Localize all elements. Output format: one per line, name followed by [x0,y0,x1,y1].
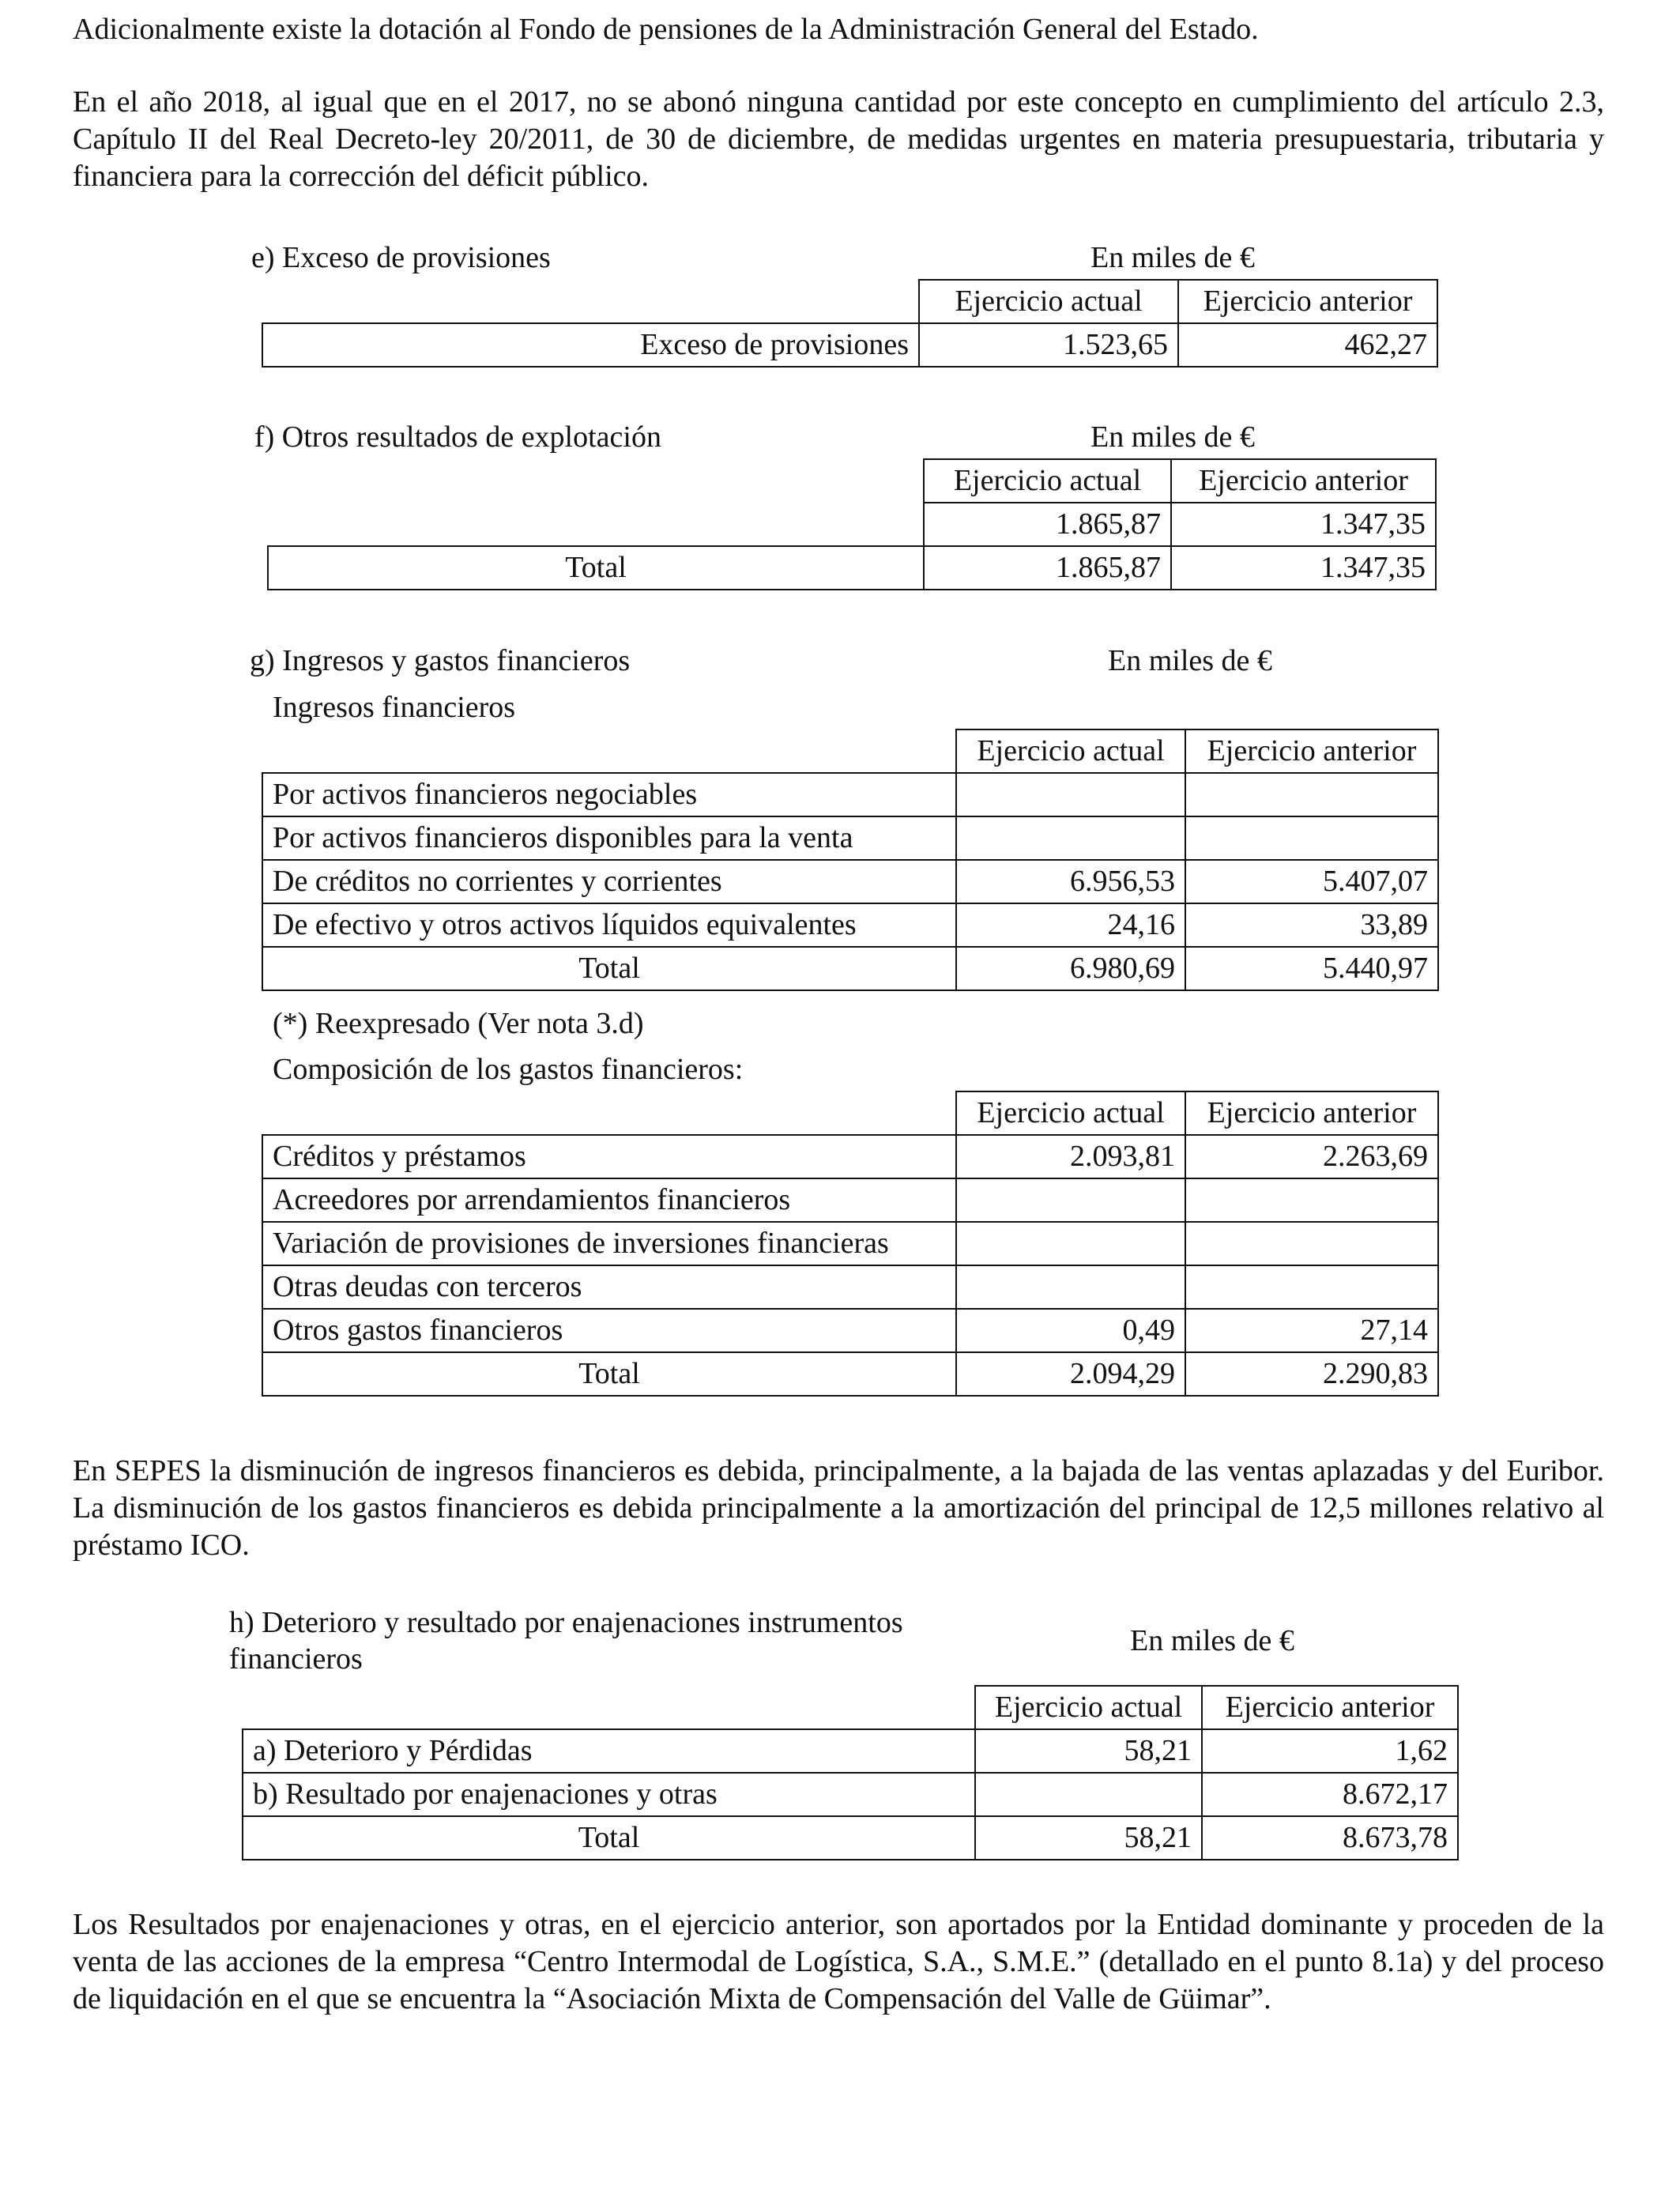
value-actual: 6.980,69 [956,947,1185,990]
section-h-title-line1: h) Deterioro y resultado por enajenaciones instrumentos [229,1606,903,1639]
table-row [243,1686,1458,1729]
value-anterior [1185,1265,1438,1309]
gastos-title: Composición de los gastos financieros: [273,1053,744,1086]
section-f-table [267,458,1437,590]
value-actual: 1.523,65 [919,323,1178,367]
col-header-actual: Ejercicio actual [956,1091,1185,1135]
value-anterior: 33,89 [1185,903,1438,947]
value-anterior [1185,773,1438,816]
value-anterior: 1.347,35 [1171,503,1436,546]
gastos-table [262,1091,1439,1397]
table-row [268,503,1436,546]
row-label: Acreedores por arrendamientos financieros [262,1178,956,1222]
row-label: De efectivo y otros activos líquidos equivalentes [262,903,956,947]
table-row [262,280,1437,323]
value-anterior: 1,62 [1202,1729,1458,1773]
final-paragraph: Los Resultados por enajenaciones y otras, en el ejercicio anterior, son aportados por la Entidad dominante y proceden de la venta de las acciones de la empresa “Centro Intermodal de Logística, S.A., S.M.E.” (detallado en el punto 8.1a) y del proceso de liquidación en el que se encuentra la “Asociación Mixta de Compensación del Valle de Güimar”. [73,1908,1604,2015]
col-header-actual: Ejercicio actual [919,280,1178,323]
table-row [262,816,1438,860]
value-actual: 1.865,87 [924,546,1171,590]
table-row [268,546,1436,590]
value-actual: 1.865,87 [924,503,1171,546]
value-anterior [1185,1178,1438,1222]
value-anterior: 8.672,17 [1202,1773,1458,1816]
section-h-units: En miles de € [1130,1624,1294,1657]
value-actual: 2.094,29 [956,1352,1185,1396]
row-label: b) Resultado por enajenaciones y otras [243,1773,975,1816]
table-row [243,1773,1458,1816]
table-row [262,903,1438,947]
col-header-actual: Ejercicio actual [975,1686,1202,1729]
intro-paragraph-2: En el año 2018, al igual que en el 2017, no se abonó ninguna cantidad por este concepto en cumplimiento del artículo 2.3, Capítulo II del Real Decreto-ley 20/2011, de 30 de diciembre, de medidas urgentes en materia presupuestaria, tributaria y financiera para la corrección del déficit público. [73,85,1604,193]
row-label: Otros gastos financieros [262,1309,956,1352]
col-header-anterior: Ejercicio anterior [1185,729,1438,773]
value-anterior: 2.263,69 [1185,1135,1438,1178]
table-row [262,1265,1438,1309]
row-label: De créditos no corrientes y corrientes [262,860,956,903]
row-label: Variación de provisiones de inversiones financieras [262,1222,956,1265]
table-row [262,1309,1438,1352]
value-anterior: 8.673,78 [1202,1816,1458,1860]
value-anterior: 5.407,07 [1185,860,1438,903]
section-g-units: En miles de € [1108,644,1272,677]
table-row [262,1222,1438,1265]
table-row [262,729,1438,773]
value-anterior: 2.290,83 [1185,1352,1438,1396]
col-header-anterior: Ejercicio anterior [1171,459,1436,503]
section-e-units: En miles de € [1090,241,1255,274]
value-actual: 0,49 [956,1309,1185,1352]
section-f-units: En miles de € [1090,420,1255,454]
value-actual: 58,21 [975,1816,1202,1860]
value-anterior: 1.347,35 [1171,546,1436,590]
value-anterior [1185,816,1438,860]
value-actual [975,1773,1202,1816]
value-actual [956,1178,1185,1222]
table-row [262,1352,1438,1396]
row-label-total: Total [243,1816,975,1860]
row-label: Por activos financieros negociables [262,773,956,816]
value-actual [956,1265,1185,1309]
row-label: a) Deterioro y Pérdidas [243,1729,975,1773]
section-e-table [262,279,1438,368]
intro-paragraph-1: Adicionalmente existe la dotación al Fondo de pensiones de la Administración General del Estado. [73,13,1259,46]
reexpresado-note: (*) Reexpresado (Ver nota 3.d) [273,1007,644,1040]
value-actual: 6.956,53 [956,860,1185,903]
value-actual [956,773,1185,816]
value-anterior: 27,14 [1185,1309,1438,1352]
section-e-title: e) Exceso de provisiones [251,241,551,274]
col-header-anterior: Ejercicio anterior [1185,1091,1438,1135]
section-g-subtitle: Ingresos financieros [273,691,516,724]
row-label-total: Total [262,947,956,990]
value-anterior: 5.440,97 [1185,947,1438,990]
value-anterior [1185,1222,1438,1265]
col-header-anterior: Ejercicio anterior [1178,280,1437,323]
table-row [262,1135,1438,1178]
table-row [262,1178,1438,1222]
value-actual [956,816,1185,860]
row-label: Exceso de provisiones [262,323,919,367]
table-row [262,860,1438,903]
table-row [243,1729,1458,1773]
value-actual: 2.093,81 [956,1135,1185,1178]
table-row [268,459,1436,503]
value-actual: 58,21 [975,1729,1202,1773]
section-h-title-line2: financieros [229,1642,363,1676]
row-label: Por activos financieros disponibles para la venta [262,816,956,860]
row-label: Créditos y préstamos [262,1135,956,1178]
value-actual: 24,16 [956,903,1185,947]
value-anterior: 462,27 [1178,323,1437,367]
table-row [243,1816,1458,1860]
section-g-title: g) Ingresos y gastos financieros [250,644,631,677]
ingresos-table [262,729,1439,991]
table-row [262,773,1438,816]
row-label: Otras deudas con terceros [262,1265,956,1309]
table-row [262,1091,1438,1135]
table-row [262,323,1437,367]
value-actual [956,1222,1185,1265]
section-f-title: f) Otros resultados de explotación [254,420,661,454]
row-label-total: Total [268,546,924,590]
col-header-actual: Ejercicio actual [956,729,1185,773]
col-header-anterior: Ejercicio anterior [1202,1686,1458,1729]
table-row [262,947,1438,990]
section-h-table [242,1685,1459,1860]
row-label-total: Total [262,1352,956,1396]
col-header-actual: Ejercicio actual [924,459,1171,503]
sepes-paragraph: En SEPES la disminución de ingresos financieros es debida, principalmente, a la bajada de las ventas aplazadas y del Euribor. La disminución de los gastos financieros es debida principalmente a la amortización del principal de 12,5 millones relativo al préstamo ICO. [73,1454,1604,1562]
